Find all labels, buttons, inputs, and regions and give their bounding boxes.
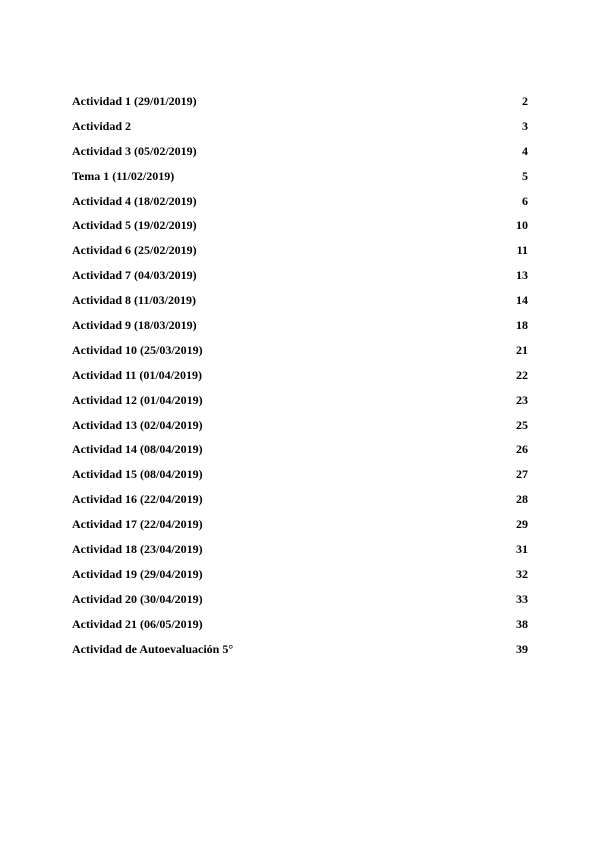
toc-entry[interactable] — [72, 537, 528, 562]
toc-entry-page: 22 — [516, 367, 528, 382]
toc-entry[interactable] — [72, 437, 528, 462]
toc-entry-title[interactable]: Actividad 2 — [72, 118, 132, 133]
toc-entry[interactable] — [72, 637, 528, 662]
toc-entry-title[interactable]: Actividad 5 (19/02/2019) — [72, 218, 197, 233]
toc-entry-title[interactable]: Actividad 20 (30/04/2019) — [72, 591, 203, 606]
toc-entry-title[interactable]: Actividad 12 (01/04/2019) — [72, 392, 203, 407]
toc-entry[interactable] — [72, 338, 528, 363]
toc-entry[interactable] — [72, 612, 528, 637]
toc-entry-title[interactable]: Actividad 19 (29/04/2019) — [72, 566, 203, 581]
toc-entry-page: 28 — [516, 492, 528, 507]
toc-entry-page: 31 — [516, 541, 528, 556]
toc-entry[interactable] — [72, 462, 528, 487]
toc-entry-title[interactable]: Actividad 11 (01/04/2019) — [72, 367, 203, 382]
toc-entry-page: 29 — [516, 517, 528, 532]
toc-entry-page: 6 — [522, 193, 528, 208]
toc-entry-title[interactable]: Actividad 16 (22/04/2019) — [72, 492, 203, 507]
toc-entry-page: 27 — [516, 467, 528, 482]
toc-entry-title[interactable]: Actividad 7 (04/03/2019) — [72, 268, 197, 283]
toc-entry-title[interactable]: Actividad 15 (08/04/2019) — [72, 467, 203, 482]
toc-entry-page: 25 — [516, 417, 528, 432]
toc-entry-page: 5 — [522, 168, 528, 183]
toc-entry[interactable] — [72, 89, 528, 114]
toc-entry[interactable] — [72, 288, 528, 313]
toc-entry-title[interactable]: Actividad 4 (18/02/2019) — [72, 193, 197, 208]
toc-entry-title[interactable]: Actividad 14 (08/04/2019) — [72, 442, 203, 457]
toc-entry[interactable] — [72, 213, 528, 238]
toc-entry-page: 2 — [522, 93, 528, 108]
toc-entry-title[interactable]: Actividad 1 (29/01/2019) — [72, 93, 197, 108]
toc-entry-page: 18 — [516, 317, 528, 332]
toc-entry-title[interactable]: Actividad de Autoevaluación 5° — [72, 641, 234, 656]
toc-entry-title[interactable]: Actividad 21 (06/05/2019) — [72, 616, 203, 631]
toc-entry-title[interactable]: Actividad 18 (23/04/2019) — [72, 541, 203, 556]
toc-entry[interactable] — [72, 413, 528, 438]
toc-entry[interactable] — [72, 139, 528, 164]
toc-entry[interactable] — [72, 562, 528, 587]
toc-entry-page: 32 — [516, 566, 528, 581]
toc-entry[interactable] — [72, 512, 528, 537]
toc-entry-page: 3 — [522, 118, 528, 133]
toc-entry-title[interactable]: Actividad 17 (22/04/2019) — [72, 517, 203, 532]
toc-entry-page: 11 — [516, 243, 528, 258]
toc-entry[interactable] — [72, 164, 528, 189]
toc-entry-title[interactable]: Actividad 9 (18/03/2019) — [72, 317, 197, 332]
toc-entry[interactable] — [72, 313, 528, 338]
toc-entry-page: 33 — [516, 591, 528, 606]
toc-entry-title[interactable]: Tema 1 (11/02/2019) — [72, 168, 175, 183]
toc-entry[interactable] — [72, 114, 528, 139]
table-of-contents — [72, 89, 528, 661]
toc-entry[interactable] — [72, 587, 528, 612]
toc-entry-page: 38 — [516, 616, 528, 631]
toc-entry[interactable] — [72, 363, 528, 388]
toc-entry-page: 10 — [516, 218, 528, 233]
toc-entry[interactable] — [72, 263, 528, 288]
toc-entry-title[interactable]: Actividad 6 (25/02/2019) — [72, 243, 197, 258]
toc-entry-page: 39 — [516, 641, 528, 656]
toc-entry-title[interactable]: Actividad 3 (05/02/2019) — [72, 143, 197, 158]
toc-entry-page: 21 — [516, 342, 528, 357]
toc-entry[interactable] — [72, 189, 528, 214]
toc-entry[interactable] — [72, 388, 528, 413]
toc-entry-page: 26 — [516, 442, 528, 457]
toc-entry[interactable] — [72, 238, 528, 263]
toc-entry-page: 4 — [522, 143, 528, 158]
toc-entry-page: 23 — [516, 392, 528, 407]
toc-entry-page: 14 — [516, 293, 528, 308]
toc-entry-title[interactable]: Actividad 13 (02/04/2019) — [72, 417, 203, 432]
toc-entry[interactable] — [72, 487, 528, 512]
toc-entry-title[interactable]: Actividad 10 (25/03/2019) — [72, 342, 203, 357]
toc-entry-title[interactable]: Actividad 8 (11/03/2019) — [72, 293, 197, 308]
toc-entry-page: 13 — [516, 268, 528, 283]
